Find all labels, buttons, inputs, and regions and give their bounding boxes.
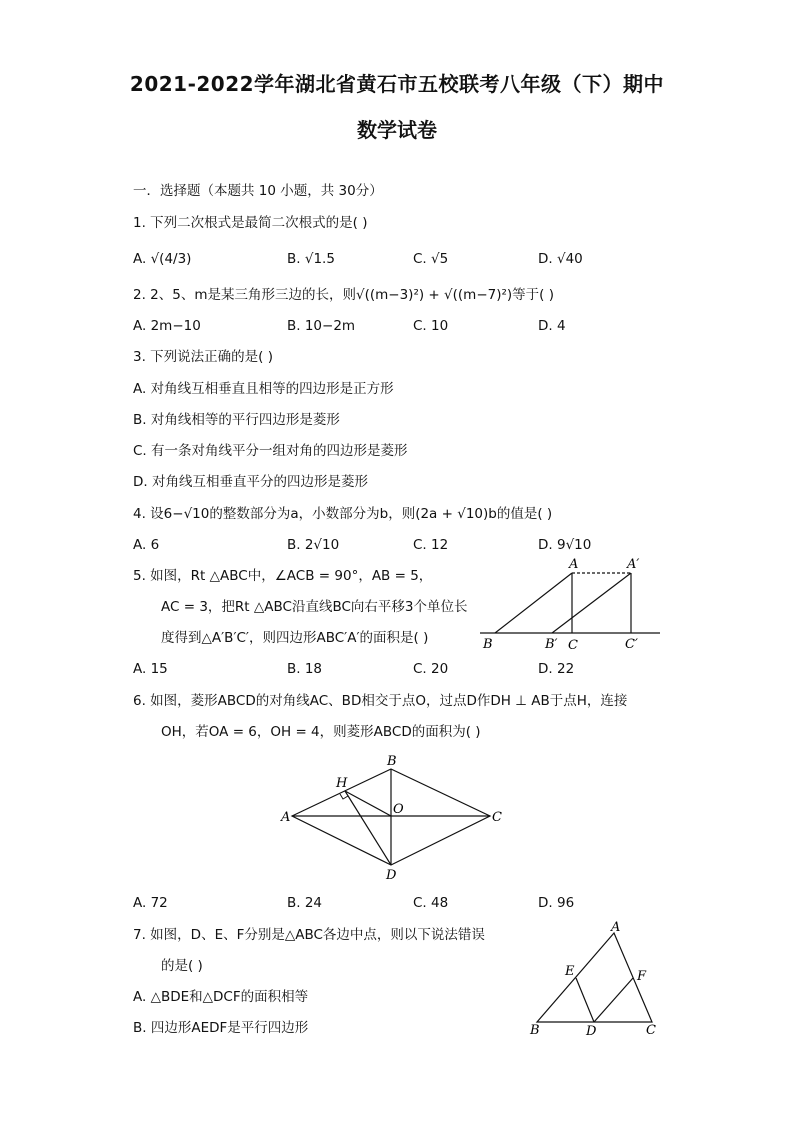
q5-option-c: C. 20 [413,661,449,677]
q2-option-b: B. 10−2m [287,318,356,334]
q5-stem-line1: 5. 如图，Rt △ABC中，∠ACB = 90°，AB = 5， [133,568,433,584]
q7-stem-line2: 的是( ) [161,958,203,974]
q5-option-d: D. 22 [538,661,575,677]
exam-title-line2: 数学试卷 [357,118,437,142]
q7-label-A: A [611,920,621,935]
section-heading: 一．选择题（本题共 10 小题，共 30分） [133,183,383,199]
q7-label-D: D [586,1024,597,1039]
q5-label-C: C [568,638,578,652]
q7-triangle-ABC [537,933,652,1022]
q5-label-B: B [483,637,493,652]
q6-segment-OH [345,791,391,816]
q6-stem-line1: 6. 如图，菱形ABCD的对角线AC、BD相交于点O，过点D作DH ⊥ AB于点H，连接 [133,693,628,709]
q7-option-a: A. △BDE和△DCF的面积相等 [133,989,309,1005]
q2-stem: 2. 2、5、m是某三角形三边的长，则√((m−3)²) + √((m−7)²)等于( ) [133,287,554,303]
q6-option-d: D. 96 [538,895,575,911]
q7-stem-line1: 7. 如图，D、E、F分别是△ABC各边中点，则以下说法错误 [133,927,485,943]
q5-segment-AB [495,573,572,633]
q6-label-D: D [386,868,397,883]
q6-option-c: C. 48 [413,895,449,911]
q7-option-b: B. 四边形AEDF是平行四边形 [133,1020,309,1036]
q7-label-B: B [530,1023,540,1038]
q6-rhombus-figure [278,752,508,887]
q6-label-A: A [281,810,291,825]
q5-option-a: A. 15 [133,661,168,677]
q4-option-c: C. 12 [413,537,449,553]
q3-option-d: D. 对角线互相垂直平分的四边形是菱形 [133,474,368,490]
q6-stem-line2: OH，若OA = 6，OH = 4，则菱形ABCD的面积为( ) [161,724,481,740]
q4-option-d: D. 9√10 [538,537,592,553]
q5-option-b: B. 18 [287,661,323,677]
q6-label-B: B [387,754,397,769]
q5-label-C-prime: C′ [625,637,638,652]
q3-option-a: A. 对角线互相垂直且相等的四边形是正方形 [133,381,394,397]
q1-option-c: C. √5 [413,251,449,267]
q5-segment-A2B2 [552,573,631,633]
q2-option-c: C. 10 [413,318,449,334]
q7-label-C: C [646,1023,656,1038]
q5-label-A: A [569,557,579,572]
q3-option-c: C. 有一条对角线平分一组对角的四边形是菱形 [133,443,408,459]
q6-option-a: A. 72 [133,895,168,911]
q4-stem: 4. 设6−√10的整数部分为a，小数部分为b，则(2a + √10)b的值是( ) [133,506,553,522]
q7-label-F: F [637,969,647,984]
q5-translation-figure [475,552,665,652]
q2-option-a: A. 2m−10 [133,318,201,334]
q4-option-b: B. 2√10 [287,537,340,553]
q6-option-b: B. 24 [287,895,323,911]
q1-option-a: A. √(4/3) [133,251,192,267]
q4-option-a: A. 6 [133,537,160,553]
q6-label-H: H [336,776,348,791]
exam-title-line1: 2021-2022学年湖北省黄石市五校联考八年级（下）期中 [129,72,665,96]
q6-label-C: C [492,810,502,825]
q5-stem-line3: 度得到△A′B′C′，则四边形ABC′A′的面积是( ) [161,630,429,646]
q7-segment-ED [576,978,594,1022]
q6-label-O: O [393,802,404,817]
q5-label-A-prime: A′ [627,557,640,572]
q3-stem: 3. 下列说法正确的是( ) [133,349,273,365]
q2-option-d: D. 4 [538,318,566,334]
q7-label-E: E [565,964,575,979]
q1-option-d: D. √40 [538,251,583,267]
q7-segment-DF [594,978,633,1022]
q1-option-b: B. √1.5 [287,251,335,267]
q5-stem-line2: AC = 3，把Rt △ABC沿直线BC向右平移3个单位长 [161,599,468,615]
q7-triangle-figure [525,918,665,1043]
q1-stem: 1. 下列二次根式是最简二次根式的是( ) [133,215,368,231]
q5-label-B-prime: B′ [545,637,558,652]
q3-option-b: B. 对角线相等的平行四边形是菱形 [133,412,340,428]
